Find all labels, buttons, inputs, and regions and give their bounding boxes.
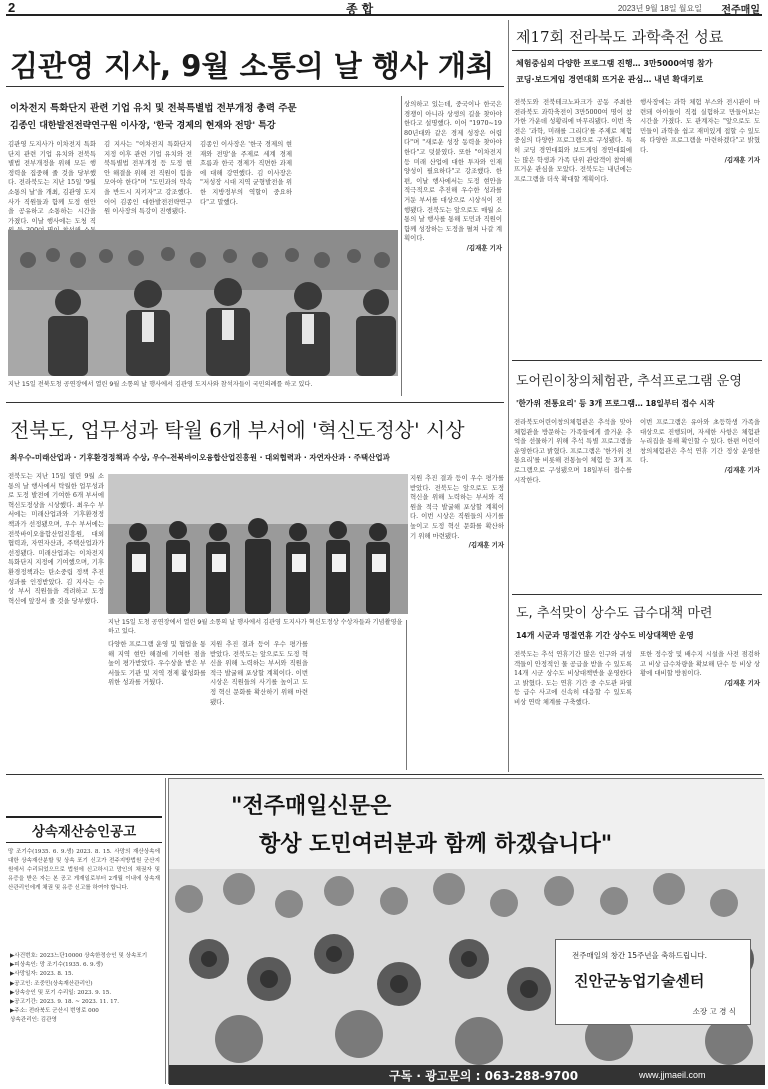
divider [512,594,762,595]
article1-col4-text: 상의하고 있는데, 중국이나 한국은 경쟁이 아니라 상생의 길을 찾아야 한다고 설명했다. 이어 "1970~1980년대와 같은 경제 성장은 어렵다"며 "새로운 성장 동력을 찾아야 한다"고 덧붙였다. 또한 "이차전지 등 미래 산업에 대한 투자와 인재 양성이 필요하다"고 강조했다. 한편, 이날 행사에서는 도정 현안을 적극적으로 추진해 우수한 성과를 거둔 부서를 대상으로 시상식이 진행됐다. 전북도는 앞으로도 매월 소통의 날 행사를 통해 도민과 직원이 함께 성장하는 도정을 펼쳐 나갈 계획이다. [404,100,502,243]
article5-subheadline: 최우수-미래산업과 · 기후환경정책과 수상, 우수-전북바이오융합산업진흥원 · 대외협력과 · 자연자산과 · 주택산업과 [10,453,390,462]
column-divider [406,620,407,770]
article1-text-col4 [404,100,502,380]
notice-body: 망 조기수(1935. 6. 9.생) 2023. 8. 15. 사망의 재산상속에 대한 상속재산분할 및 상속 포기 신고가 전주지방법원 군산지원에서 수리되었으므로 법원에 신고하시고 망인의 채권자 및 유증을 받은 자는 본 공고 게재일로부터 2개월 이내에 상속재산관리인에게 채권 및 유증 신고를 하여야 합니다. [8,849,160,891]
ad-sponsor-name: 진안군농업기술센터 [574,972,705,990]
divider [6,402,504,403]
issue-date: 2023년 9월 18일 월요일 [617,4,702,13]
ad-website[interactable]: www.jjmaeil.com [639,1070,706,1080]
article4-subheadline: 14개 시군과 명절연휴 기간 상수도 비상대책반 운영 [516,631,694,640]
column-divider [165,778,166,1084]
article4-text-col1: 전북도는 추석 연휴기간 많은 인구와 귀성객들이 안정적인 물 공급을 받을 수 있도록 14개 시군 상수도 비상대책반을 운영한다고 밝혔다. 도는 연휴 기간 중 수도관 파열 등 급수 사고에 신속히 대응할 수 있도록 비상 연락 체계를 구축했다. [514,650,632,706]
article1-headline: 김관영 지사, 9월 소통의 날 행사 개최 [10,49,494,83]
article2-text-col2 [640,98,760,350]
advertisement [168,778,764,1084]
article1-photo [8,230,398,376]
article5-text-col3: 다양한 프로그램 운영 및 협업을 통해 지역 현안 해결에 기여한 점을 높이 평가받았다. 우수상을 받은 부서들도 기관 및 지역 경제 활성화를 위한 성과를 거뒀다. [108,640,206,687]
divider [512,360,762,361]
article4-byline: /김재훈 기자 [724,678,760,687]
article2-col2-text: 행사장에는 과학 체험 부스와 전시관이 마련돼 아이들이 직접 실험하고 만들어보는 시간을 가졌다. 도 관계자는 "앞으로도 도민들이 과학을 쉽고 재미있게 접할 수 있도록 다양한 프로그램을 마련하겠다"고 밝혔다. [640,98,760,154]
notice-item: ▶피상속인: 망 조기수(1935. 6. 9.생) [10,962,103,969]
ad-sponsor-director: 소장 고 경 식 [692,1007,736,1016]
section-name: 종합 [346,2,378,16]
column-divider [508,20,509,772]
article5-photo-caption: 지난 15일 도청 공연장에서 열린 9월 소통의 날 행사에서 김관영 도지사가 혁신도정상 수상자들과 기념촬영을 하고 있다. [108,619,403,635]
notice-title: 상속재산승인공고 [31,824,137,840]
notice-item: ▶사건번호: 2023느단10000 상속한정승인 및 상속포기 [10,953,148,959]
page-number: 2 [8,0,16,15]
notice-item: ▶공고기간: 2023. 9. 18. ~ 2023. 11. 17. [10,999,119,1006]
article3-col2-text: 이번 프로그램은 유아와 초등학생 가족을 대상으로 진행되며, 자세한 사항은 체험관 누리집을 통해 확인할 수 있다. 한편 어린이창의체험관은 추석 연휴 기간 정상 운영한다. [640,418,760,465]
article5-headline: 전북도, 업무성과 탁월 6개 부서에 '혁신도정상' 시상 [10,418,465,442]
article1-subheadline: 이차전지 특화단지 관련 기업 유치 및 전북특별법 전부개정 총력 주문 [10,103,297,114]
article2-byline: /김재훈 기자 [724,155,760,164]
article5-col1-text: 전북도는 지난 15일 열린 9월 소통의 날 행사에서 탁월한 업무성과로 도정 발전에 기여한 6개 부서에 혁신도정상을 시상했다. 최우수 부서에는 미래산업과와 기후환경정책과가 선정됐으며, 우수 부서에는 전북바이오융합산업진흥원, 대외협력과, 자연자산과, 주택산업과가 선정됐다. [8,472,104,557]
article3-subheadline: '한가위 전통요리' 등 3개 프로그램… 18일부터 접수 시작 [516,399,715,408]
notice-list [10,952,160,1026]
article2-text-col1: 전북도와 전북테크노파크가 공동 주최한 전라북도 과학축전이 3만5000여 명이 참가한 가운데 성황리에 마무리됐다. 이번 축전은 '과학, 미래를 그리다'를 주제로 체험 중심의 다양한 프로그램으로 구성됐다. 특히 코딩 경연대회와 보드게임 경연대회에는 많은 학생과 가족 단위 관람객이 참여해 뜨거운 관심을 모았다. 전북도는 내년에는 프로그램을 더욱 확대할 계획이다. [514,98,632,183]
divider [512,50,762,51]
divider [6,842,162,843]
article5-text-col1 [8,472,104,772]
article1-text-col1: 김관영 도지사가 이차전지 특화단지 관련 기업 유치와 전북특별법 전부개정을 위해 모든 행정력을 집중해 줄 것을 당부했다. 전라북도는 지난 15일 '9월 소통의 날'을 개최, 김관영 도지사가 직원들과 함께 도정 현안을 공유하고 소통하는 시간을 가졌다. 이날 행사에는 도청 직 [8,140,96,225]
article3-text-col2 [640,418,760,586]
article5-text-col4 [410,474,504,770]
ad-slogan-line2: 항상 도민여러분과 함께 하겠습니다" [259,831,613,857]
article4-headline: 도, 추석맞이 상수도 급수대책 마련 [516,606,713,621]
article5-text-col3b: 지원 추진 결과 등이 우수 평가를 받았다. 전북도는 앞으로도 도정 혁신을 위해 노력하는 부서와 직원을 적극 발굴해 포상할 계획이다. 이번 시상은 직원들의 사기를 높이고 도정 혁신 문화를 확산하기 위해 마련됐다. [210,640,308,706]
article3-byline: /김재훈 기자 [724,465,760,474]
article1-photo-caption: 지난 15일 전북도청 공연장에서 열린 9월 소통의 날 행사에서 김관영 도지사와 참석자들이 국민의례를 하고 있다. [8,381,313,388]
ad-congrats-text: 전주매일의 창간 15주년을 축하드립니다. [572,951,707,960]
article5-photo [108,474,408,614]
article5-col4-text: 지원 추진 결과 등이 우수 평가를 받았다. 전북도는 앞으로도 도정 혁신을 위해 노력하는 부서와 직원을 적극 발굴해 포상할 계획이다. 이번 시상은 직원들의 사기를 높이고 도정 혁신 문화를 확산하기 위해 마련됐다. [410,474,504,540]
divider [6,816,162,818]
ad-contact-phone: 구독 · 광고문의 : 063-288-9700 [389,1069,579,1083]
ad-congrats-box [555,939,751,1025]
column-divider [401,96,402,396]
ad-slogan-line1: "전주매일신문은 [231,793,392,819]
notice-item: ▶상속승인 및 포기 수리일: 2023. 9. 15. [10,989,112,996]
divider [6,774,762,775]
article5-byline: /김재훈 기자 [468,541,504,550]
article1-subheadline-2: 김종인 대한발전전략연구원 이사장, '한국 경제의 현재와 전망' 특강 [10,121,276,131]
article2-subheadline-2: 코딩·보드게임 경연대회 뜨거운 관심… 내년 확대키로 [516,75,704,84]
article5-col2-text: 미래산업과는 이차전지 특화단지 지정에 기여했으며, 기후환경정책과는 탄소중립 정책 추진 성과를 인정받았다. 김 지사는 수상 부서 직원들을 격려하고 도정 혁신에 앞장서 줄 것을 당부했다. [8,548,104,605]
article1-text-col2: 김 지사는 "이차전지 특화단지 지정 이후 관련 기업 유치와 전북특별법 전부개정 등 도정 현안 해결을 위해 전 직원이 힘을 모아야 한다"며 "도민과의 약속을 반드시 지키자"고 강조했다. 이어 김종인 대한발전전략연구원 이사장의 특강이 진행됐다. [104,140,192,216]
article4-text-col2 [640,650,760,772]
notice-item: ▶주소: 전라북도 군산시 번영로 000 [10,1008,99,1015]
article3-text-col1: 전라북도어린이창의체험관은 추석을 맞아 체험관을 방문하는 가족들에게 즐거운 추억을 선물하기 위해 추석 특별 프로그램을 운영한다고 밝혔다. 프로그램은 '한가위 전통요리'를 비롯해 전통놀이 체험 등 3개 프로그램으로 구성됐으며 18일부터 접수를 시작한다. [514,418,632,484]
notice-item: 상속관리인: 김관영 [10,1017,57,1024]
article4-col2-text: 또한 정수장 및 배수지 시설을 사전 점검하고 비상 급수차량을 확보해 단수 등 비상 상황에 대비할 방침이다. [640,650,760,678]
article1-byline: /김재훈 기자 [466,243,502,252]
notice-item: ▶공고인: 조중민(상속재산관리인) [10,980,93,987]
masthead [6,0,762,16]
article3-headline: 도어린이창의체험관, 추석프로그램 운영 [516,374,742,389]
divider [6,86,504,87]
article1-text-col3: 김종인 이사장은 '한국 경제의 현재와 전망'을 주제로 세계 경제 흐름과 한국 경제가 직면한 과제에 대해 강연했다. 김 이사장은 "저성장 시대 지역 균형발전을 위한 지방정부의 역할이 중요하다"고 말했다. [200,140,292,206]
paper-name: 전주매일 [721,5,760,16]
inheritance-notice [6,780,162,1084]
notice-item: ▶사망일자: 2023. 8. 15. [10,971,74,978]
article2-headline: 제17회 전라북도 과학축전 성료 [516,28,724,46]
article2-subheadline: 체험중심의 다양한 프로그램 진행… 3만5000여명 참가 [516,59,713,68]
